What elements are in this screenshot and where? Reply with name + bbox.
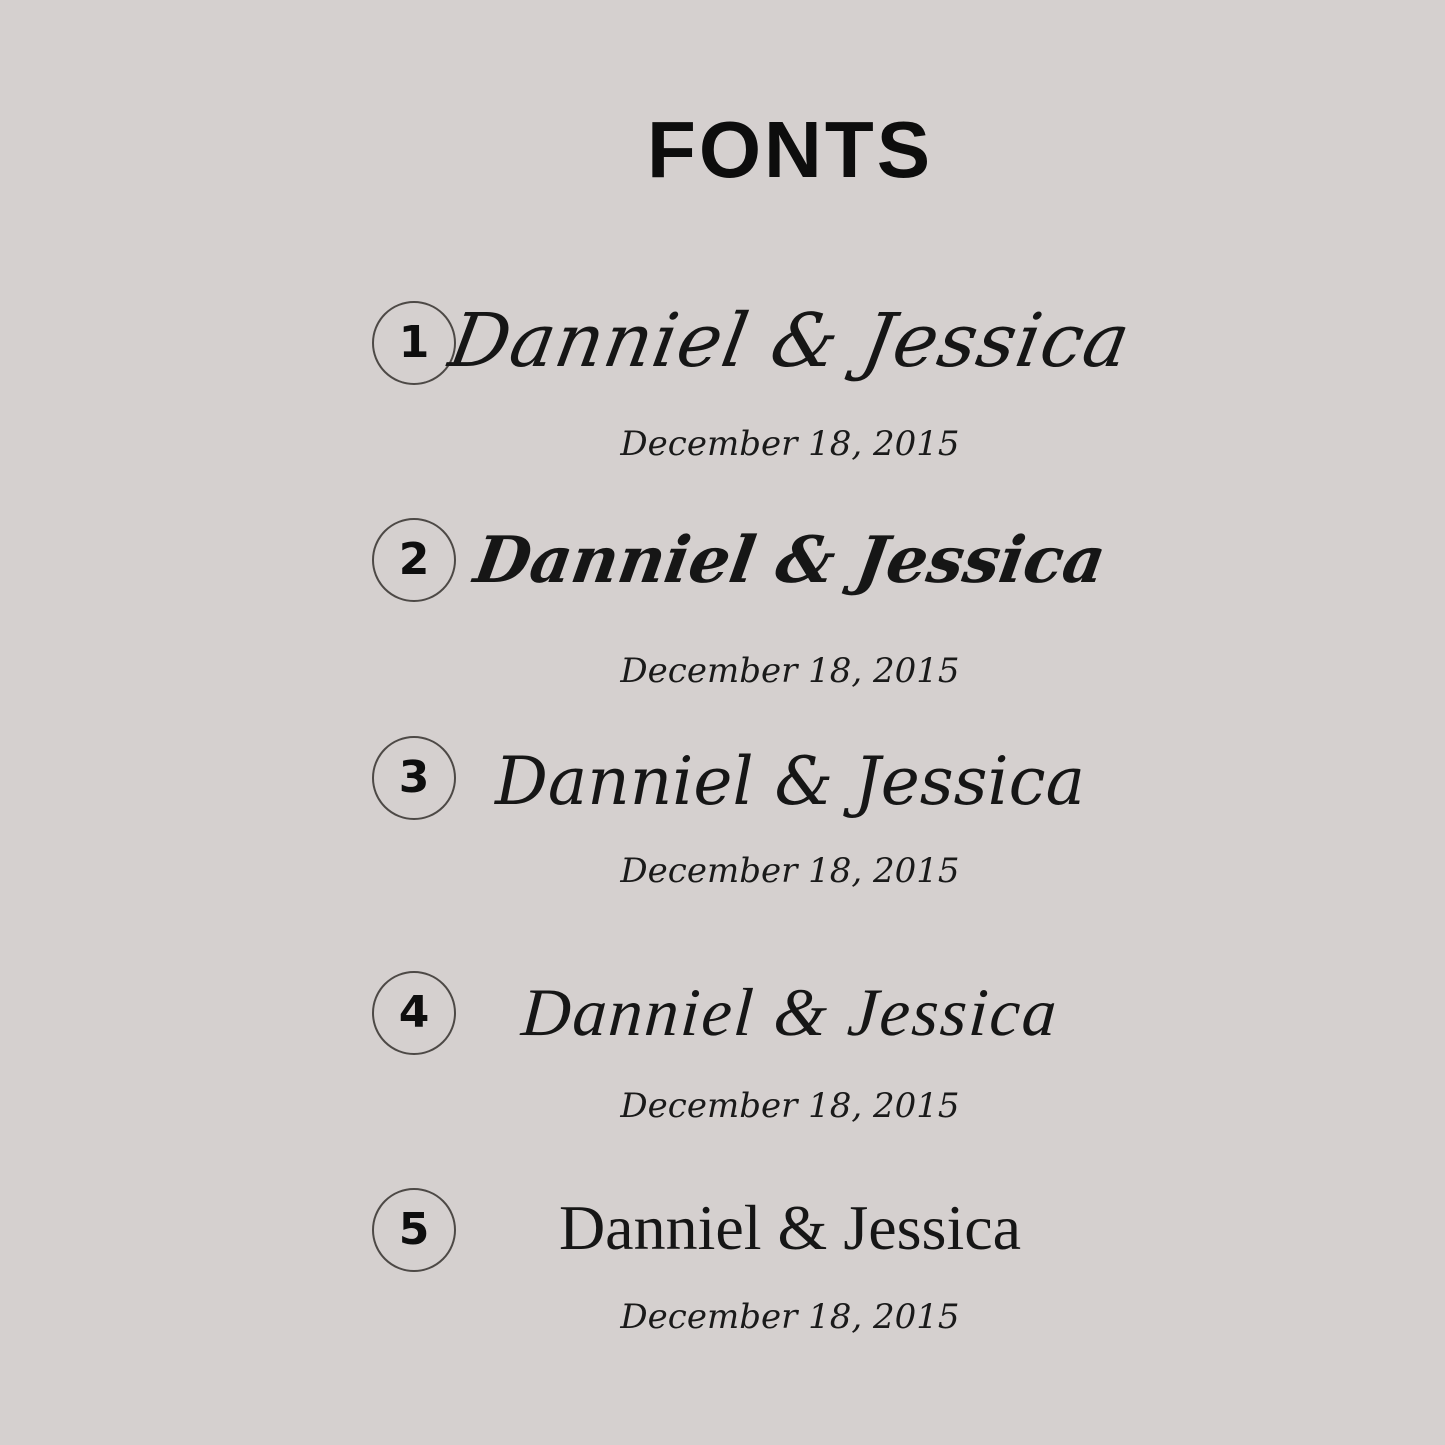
date-sample-3: December 18, 2015: [620, 851, 960, 891]
sample-number: 2: [398, 534, 430, 585]
couple-names-sample-5: Danniel & Jessica: [558, 1192, 1022, 1263]
couple-names-sample-3: Danniel & Jessica: [495, 742, 1085, 820]
sample-number: 3: [398, 752, 430, 803]
couple-names-sample-4: Danniel & Jessica: [519, 974, 1061, 1050]
page-title: FONTS: [646, 105, 934, 194]
date-sample-1: December 18, 2015: [620, 424, 960, 464]
sample-number: 5: [398, 1204, 430, 1255]
date-sample-5: December 18, 2015: [620, 1297, 960, 1337]
couple-names-sample-2: Danniel & Jessica: [469, 523, 1111, 598]
date-sample-4: December 18, 2015: [620, 1086, 960, 1126]
date-sample-2: December 18, 2015: [620, 651, 960, 691]
sample-number-badge-5: [372, 1188, 456, 1272]
couple-names-sample-1: Danniel & Jessica: [443, 298, 1137, 384]
sample-number: 1: [398, 317, 430, 368]
sample-number: 4: [398, 987, 430, 1038]
